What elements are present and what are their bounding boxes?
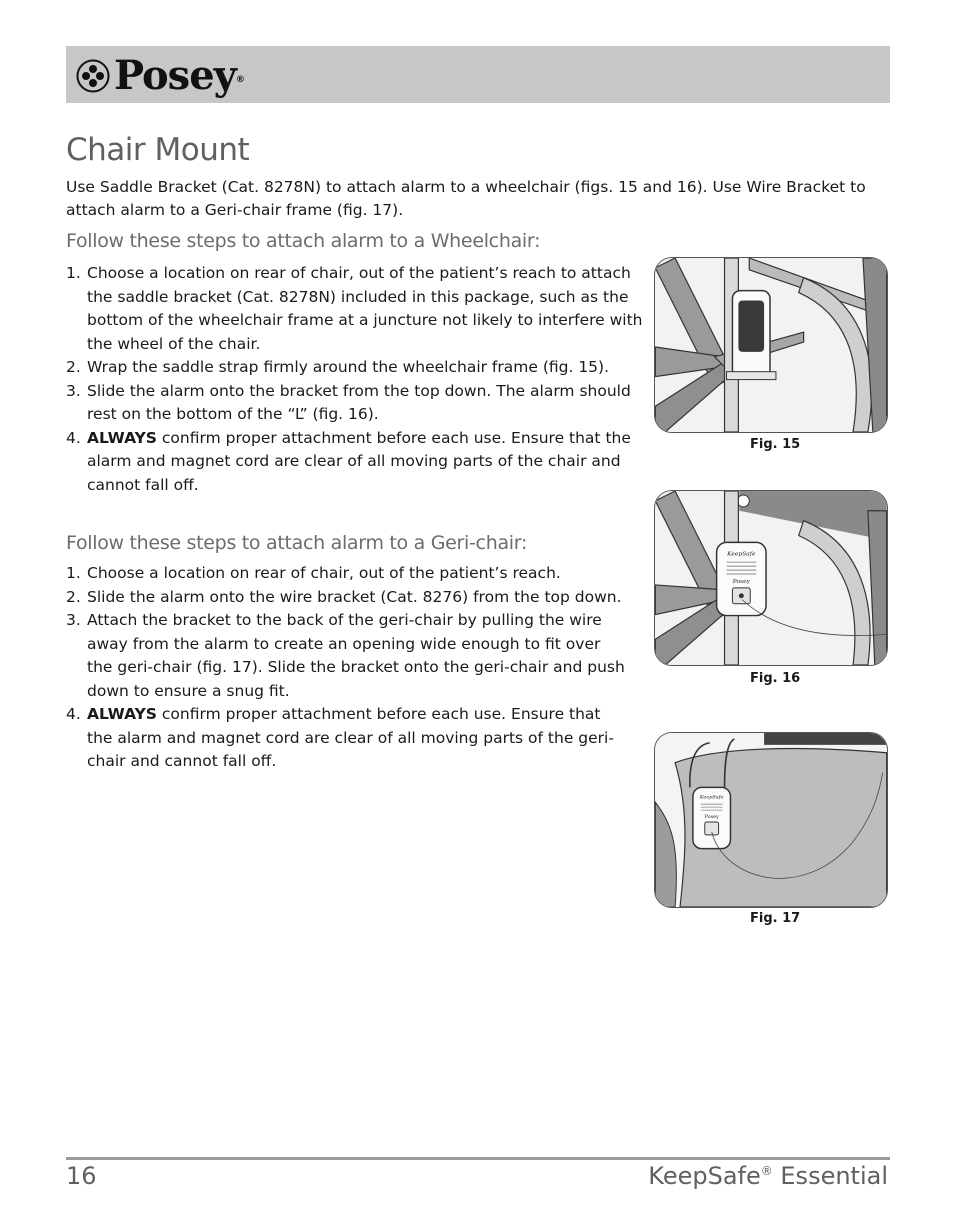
- step-number: 2.: [66, 358, 81, 376]
- step-text: Attach the bracket to the back of the geri-chair by pulling the wire away from the alarm to create an opening wide enough to fit over the geri-chair (fig. 17). Slide the bracket onto the geri-chair and push down to ensure a snug fit.: [87, 611, 625, 700]
- brand-name: Posey®: [114, 52, 244, 99]
- step-item: [66, 609, 626, 703]
- figure-16-caption: Fig. 16: [750, 671, 801, 686]
- footer-rule: [66, 1157, 890, 1160]
- step-text: confirm proper attachment before each use. Ensure that the alarm and magnet cord are clear of all moving parts of the geri-chair and cannot fall off.: [87, 705, 614, 770]
- step-number: 2.: [66, 587, 81, 606]
- alarm-unit-icon: [693, 787, 731, 848]
- wheelchair-steps: [66, 262, 646, 497]
- header-band: [66, 46, 890, 103]
- fig17-device-brand: Posey: [704, 814, 719, 821]
- step-item: [66, 427, 646, 498]
- intro-paragraph: Use Saddle Bracket (Cat. 8278N) to attach alarm to a wheelchair (figs. 15 and 16). Use Wire Bracket to attach alarm to a Geri-chair frame (fig. 17).: [66, 178, 866, 219]
- step-number: 1.: [66, 564, 81, 582]
- step-item: [66, 562, 626, 586]
- figure-17-caption: Fig. 17: [750, 911, 801, 926]
- gerichair-wire-bracket-illustration: [655, 733, 887, 907]
- step-emphasis: ALWAYS: [87, 428, 157, 447]
- wheelchair-saddle-bracket-illustration: [655, 258, 887, 432]
- figure-16: [654, 490, 888, 666]
- step-text: Choose a location on rear of chair, out of the patient’s reach to attach the saddle bracket (Cat. 8278N) included in this package, such as the bottom of the wheelchair frame at a juncture not likely to interfere with the wheel of the chair.: [87, 264, 643, 353]
- product-name: KeepSafe® Essential: [648, 1162, 888, 1190]
- posey-emblem-icon: [76, 59, 110, 93]
- figure-15-caption: Fig. 15: [750, 437, 801, 452]
- step-item: [66, 380, 646, 427]
- wheelchair-heading: Follow these steps to attach alarm to a Wheelchair:: [66, 230, 541, 252]
- posey-logo: [76, 54, 244, 98]
- wheelchair-alarm-mounted-illustration: [655, 491, 887, 665]
- fig16-device-brand: Posey: [732, 577, 750, 585]
- step-number: 3.: [66, 611, 81, 629]
- fig17-device-label: KeepSafe: [699, 794, 724, 801]
- page-number: 16: [66, 1162, 97, 1190]
- gerichair-heading: Follow these steps to attach alarm to a Geri-chair:: [66, 532, 528, 554]
- saddle-bracket-icon: [727, 291, 776, 380]
- step-text: confirm proper attachment before each use. Ensure that the alarm and magnet cord are clear of all moving parts of the chair and cannot fall off.: [87, 428, 631, 494]
- step-item: [66, 586, 626, 610]
- step-emphasis: ALWAYS: [87, 705, 157, 723]
- page-title: Chair Mount: [66, 132, 250, 168]
- step-text: Wrap the saddle strap firmly around the wheelchair frame (fig. 15).: [87, 358, 610, 376]
- fig16-device-label: KeepSafe: [727, 550, 756, 558]
- step-number: 4.: [66, 428, 81, 447]
- step-item: [66, 356, 646, 380]
- step-item: [66, 703, 626, 774]
- figure-15: [654, 257, 888, 433]
- step-number: 3.: [66, 381, 81, 400]
- step-number: 1.: [66, 264, 81, 282]
- step-text: Slide the alarm onto the bracket from the top down. The alarm should rest on the bottom of the “L” (fig. 16).: [87, 381, 631, 423]
- alarm-unit-icon: [717, 542, 766, 615]
- step-number: 4.: [66, 705, 81, 723]
- figure-17: [654, 732, 888, 908]
- step-text: Choose a location on rear of chair, out of the patient’s reach.: [87, 564, 561, 582]
- step-item: [66, 262, 646, 356]
- step-text: Slide the alarm onto the wire bracket (Cat. 8276) from the top down.: [87, 587, 622, 606]
- gerichair-steps: [66, 562, 626, 774]
